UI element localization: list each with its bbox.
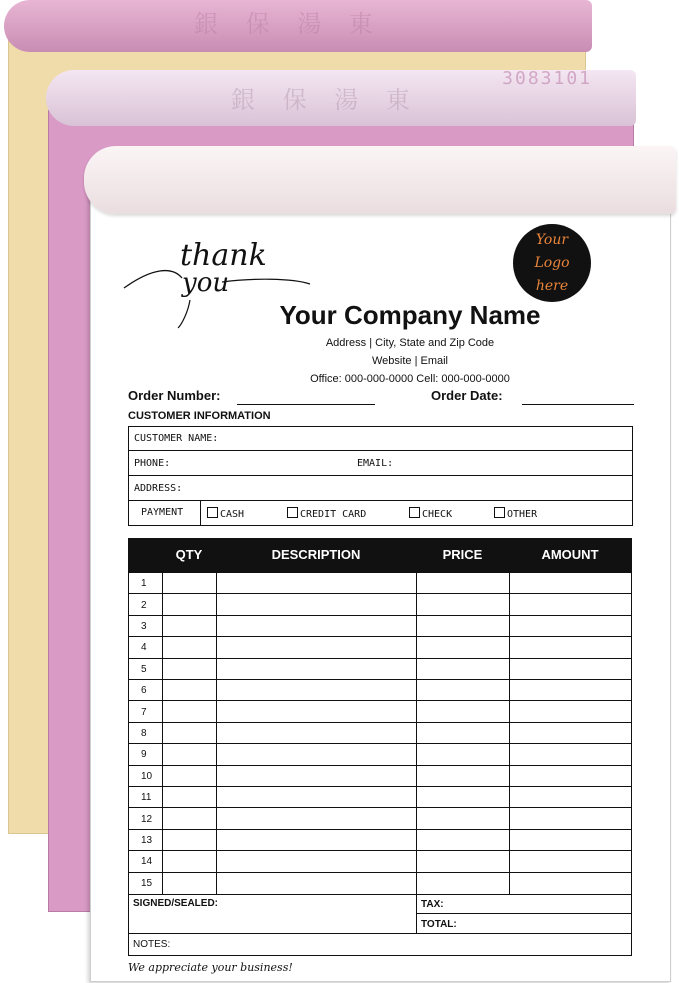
table-row[interactable] (129, 659, 631, 680)
payment-cash[interactable]: CASH (207, 507, 244, 520)
white-top-roll (84, 146, 676, 214)
ghost-imprint-top: 銀 保 湯 東 (194, 10, 383, 38)
totals-box (128, 894, 632, 956)
description-header: DESCRIPTION (271, 547, 361, 562)
appreciation-note: We appreciate your business! (128, 961, 293, 974)
customer-name-row[interactable] (129, 427, 632, 451)
table-row[interactable] (129, 851, 631, 872)
amount-header: AMOUNT (541, 547, 599, 562)
notes-cell[interactable] (129, 934, 631, 955)
row-number: 4 (141, 642, 147, 654)
address-label: ADDRESS: (134, 483, 183, 494)
row-number: 14 (141, 856, 153, 868)
logo-line-2: Logo (534, 254, 570, 271)
row-number: 10 (141, 770, 153, 782)
company-name: Your Company Name (279, 300, 541, 330)
checkbox-icon[interactable] (494, 507, 505, 518)
logo-text (534, 229, 569, 298)
row-number: 1 (141, 578, 147, 590)
notes-label: NOTES: (133, 939, 171, 950)
row-number: 9 (141, 749, 147, 761)
signed-label: SIGNED/SEALED: (133, 898, 219, 909)
phone-label: PHONE: (134, 458, 171, 469)
price-header: PRICE (442, 547, 483, 562)
lilac-middle-roll (46, 70, 636, 126)
email-label: EMAIL: (357, 458, 394, 469)
order-number-field[interactable] (237, 404, 375, 405)
customer-name-label: CUSTOMER NAME: (134, 433, 219, 444)
serial-number: 3083101 (502, 68, 592, 89)
company-web-email: Website | Email (371, 355, 448, 367)
order-date-field[interactable] (522, 404, 634, 405)
row-number: 12 (141, 813, 153, 825)
ghost-imprint-middle: 銀 保 湯 東 (231, 86, 420, 114)
payment-check[interactable]: CHECK (409, 507, 452, 520)
logo-placeholder (513, 224, 591, 302)
you-word: you (182, 268, 230, 298)
payment-other[interactable]: OTHER (494, 507, 537, 520)
payment-row (129, 501, 632, 525)
logo-line-1: Your (535, 231, 569, 248)
payment-label: PAYMENT (141, 507, 184, 518)
row-number: 6 (141, 685, 147, 697)
customer-info-box (128, 426, 633, 526)
pink-top-roll (4, 0, 592, 52)
phone-email-row[interactable] (129, 451, 632, 476)
row-number: 13 (141, 834, 153, 846)
row-number: 3 (141, 620, 147, 632)
signed-cell[interactable] (129, 895, 417, 934)
tax-label: TAX: (421, 899, 444, 910)
row-number: 8 (141, 727, 147, 739)
total-label: TOTAL: (421, 919, 457, 930)
items-table (128, 572, 632, 895)
table-row[interactable] (129, 808, 631, 829)
tax-cell[interactable] (417, 895, 631, 914)
table-row[interactable] (129, 637, 631, 658)
company-phone: Office: 000-000-0000 Cell: 000-000-0000 (310, 373, 510, 385)
table-row[interactable] (129, 573, 631, 594)
payment-credit-card[interactable]: CREDIT CARD (287, 507, 366, 520)
table-row[interactable] (129, 701, 631, 722)
row-number: 2 (141, 599, 147, 611)
checkbox-icon[interactable] (207, 507, 218, 518)
order-number-label: Order Number: (128, 388, 221, 403)
row-number: 5 (141, 663, 147, 675)
table-row[interactable] (129, 680, 631, 701)
table-row[interactable] (129, 766, 631, 787)
payment-divider (200, 501, 201, 525)
qty-header: QTY (175, 547, 203, 562)
table-row[interactable] (129, 830, 631, 851)
customer-info-title: CUSTOMER INFORMATION (128, 410, 271, 422)
table-row[interactable] (129, 744, 631, 765)
thank-word: thank (180, 238, 267, 273)
total-cell[interactable] (417, 914, 631, 934)
address-row[interactable] (129, 476, 632, 501)
order-date-label: Order Date: (431, 388, 503, 403)
table-row[interactable] (129, 787, 631, 808)
logo-line-3: here (535, 277, 569, 294)
items-table-header (128, 538, 632, 572)
row-number: 11 (141, 792, 152, 804)
checkbox-icon[interactable] (409, 507, 420, 518)
table-row[interactable] (129, 873, 631, 894)
checkbox-icon[interactable] (287, 507, 298, 518)
table-row[interactable] (129, 723, 631, 744)
table-row[interactable] (129, 616, 631, 637)
row-number: 7 (141, 706, 147, 718)
company-address: Address | City, State and Zip Code (325, 337, 495, 349)
table-row[interactable] (129, 594, 631, 615)
row-number: 15 (141, 877, 153, 889)
